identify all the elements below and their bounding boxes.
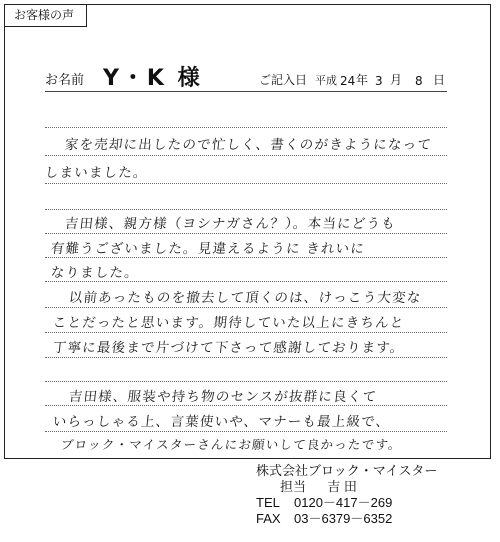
date-day: 8: [415, 74, 423, 88]
date-era: 平成: [315, 74, 337, 87]
message-line: なりました。: [49, 265, 140, 281]
message-line: ブロック・マイスターさんにお願いして良かったです。: [60, 437, 403, 452]
ruled-line: [45, 431, 447, 432]
person-label: 担当: [280, 479, 307, 494]
message-line: 吉田様、親方様（ヨシナガさん？）。本当にどうも: [63, 216, 397, 232]
ruled-line: [45, 233, 447, 234]
message-line: 家を売却に出したので忙しく、書くのがきようになって: [63, 137, 433, 153]
date-month: 3: [375, 74, 383, 88]
message-line: 有難うございました。見違えるように きれいに: [49, 241, 366, 257]
message-line: いらっしゃる上、言葉使いや、マナーも最上級で、: [51, 414, 392, 430]
tel-number: 0120－417－269: [294, 495, 393, 510]
tel-label: TEL: [256, 495, 280, 510]
ruled-line: [45, 281, 447, 282]
company-contact-block: [256, 463, 437, 527]
ruled-line: [45, 127, 447, 128]
customer-voice-form: [4, 4, 491, 459]
date-day-unit: 日: [433, 73, 446, 87]
ruled-line: [45, 155, 447, 156]
message-line: ことだったと思います。期待していた以上にきちんと: [51, 315, 406, 331]
date-year-unit: 年: [356, 73, 369, 87]
message-line: しまいました。: [43, 165, 149, 181]
message-line: 以前あったものを撤去して頂くのは、けっこう大変な: [67, 290, 423, 306]
ruled-line: [45, 332, 447, 333]
message-line: 丁寧に最後まで片づけて下さって感謝しております。: [51, 340, 406, 356]
name-label: お名前: [45, 73, 85, 88]
fax-number: 03－6379－6352: [294, 511, 393, 526]
ruled-line: [45, 183, 447, 184]
ruled-line: [45, 209, 447, 210]
fax-label: FAX: [256, 511, 281, 526]
tel-line: [256, 495, 437, 511]
ruled-line: [45, 357, 447, 358]
ruled-line: [45, 405, 447, 406]
ruled-line: [45, 307, 447, 308]
ruled-line: [45, 257, 447, 258]
form-title-tab: お客様の声: [5, 5, 87, 27]
name-date-row: [45, 65, 447, 92]
company-name: 株式会社ブロック・マイスター: [256, 463, 438, 478]
date-month-unit: 月: [390, 73, 403, 87]
fax-line: [256, 511, 437, 527]
ruled-line: [45, 381, 447, 382]
message-line: 吉田様、服装や持ち物のセンスが抜群に良くて: [67, 389, 378, 405]
date-year: 24: [340, 74, 356, 88]
person-name: 吉 田: [327, 479, 357, 494]
date-label: ご記入日: [259, 73, 308, 87]
customer-name: Y・K 様: [103, 66, 203, 91]
person-in-charge: [256, 479, 437, 495]
